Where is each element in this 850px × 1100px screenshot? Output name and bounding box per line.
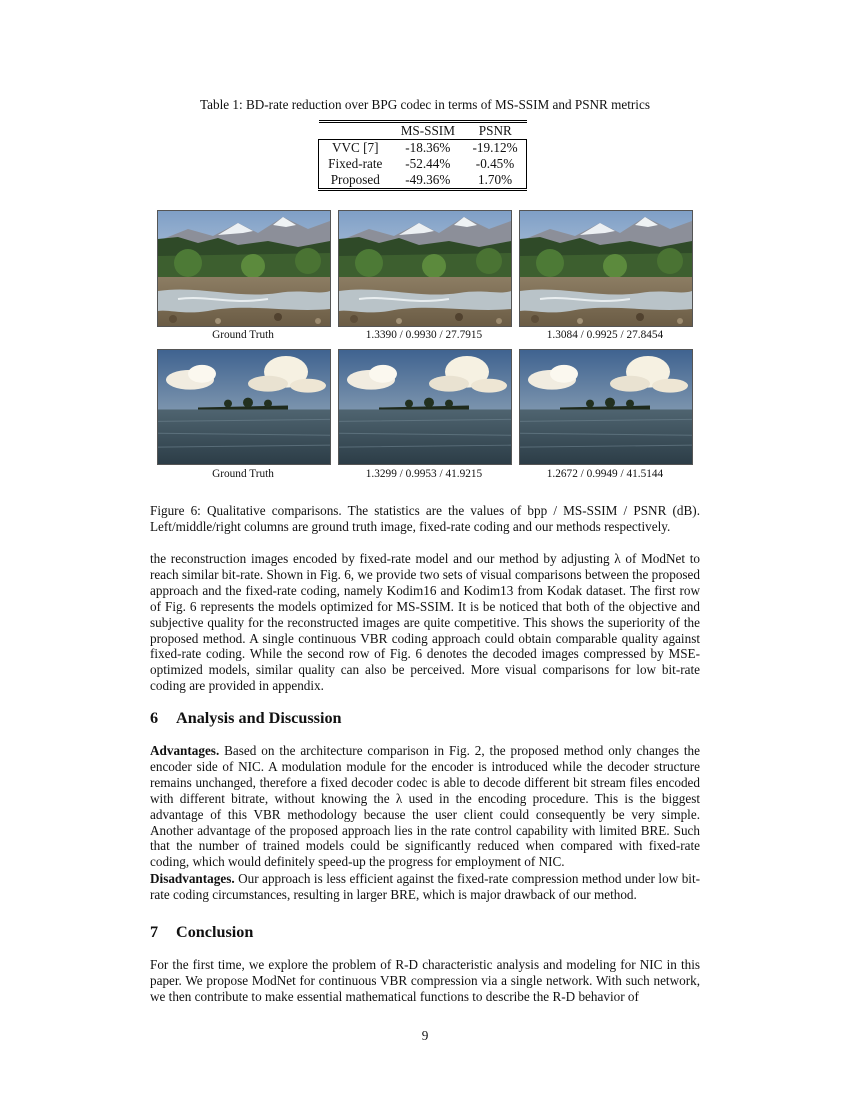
- table-cell: -19.12%: [464, 140, 526, 157]
- figure-label: 1.2672 / 0.9949 / 41.5144: [546, 468, 664, 480]
- conclusion-paragraph: For the first time, we explore the problem of R-D characteristic analysis and modeling for NIC in this paper. We propose ModNet for continuous VBR compression via a single network. With such network, we then contribute to make essential mathematical functions to describe the R-D behavior of: [150, 957, 700, 1004]
- paragraph-text: Based on the architecture comparison in Fig. 2, the proposed method only changes the encoder side of NIC. A modulation module for the encoder is introduced while the decoder structure remains unchanged, therefore a fixed decoder codec is able to decode different bit stream files encoded with different bitrate, without knowing the λ used in the encoding procedure. This is the biggest advantage of this VBR methodology because the user client could consequently be very simple. Another advantage of the proposed approach lies in the rate control capability with limited BRE. Such that the number of trained models could be significantly reduced when compared with fixed-rate coding, which would definitely speed-up the progress for employment of NIC.: [150, 743, 700, 870]
- table-row: [319, 172, 527, 190]
- disadvantages-paragraph: [150, 871, 700, 903]
- figure-label: 1.3084 / 0.9925 / 27.8454: [546, 329, 664, 341]
- section-number: 7: [150, 923, 159, 941]
- table-cell: -49.36%: [392, 172, 465, 190]
- figure-label: Ground Truth: [212, 468, 274, 480]
- table-row-label: Fixed-rate: [319, 156, 392, 172]
- page-number: 9: [421, 1028, 429, 1043]
- table-header-cell: PSNR: [464, 122, 526, 140]
- table-row-label: Proposed: [319, 172, 392, 190]
- table-cell: 1.70%: [464, 172, 526, 190]
- figure-image-ground-truth-lake: [157, 349, 331, 465]
- table-row: [319, 156, 527, 172]
- figure-label: Ground Truth: [212, 329, 274, 341]
- section-heading: [150, 709, 342, 728]
- figure-label: 1.3299 / 0.9953 / 41.9215: [365, 468, 483, 480]
- table-cell: -0.45%: [464, 156, 526, 172]
- table-row-label: VVC [7]: [319, 140, 392, 157]
- figure-image-fixed-rate-lake: [338, 349, 512, 465]
- table-cell: -52.44%: [405, 156, 451, 171]
- paragraph-run-in-heading: Advantages.: [150, 743, 220, 758]
- section-title: Conclusion: [176, 923, 254, 941]
- figure-label: 1.3390 / 0.9930 / 27.7915: [365, 329, 483, 341]
- results-table: [318, 120, 527, 191]
- table-cell: -18.36%: [405, 140, 451, 155]
- figure-image-proposed-lake: [519, 349, 693, 465]
- paragraph-text: Our approach is less efficient against the fixed-rate compression method under low bit-rate coding circumstances, resulting in larger BRE, which is major drawback of our method.: [150, 871, 701, 902]
- section-title: Analysis and Discussion: [176, 709, 342, 727]
- section-heading: [150, 923, 253, 942]
- body-paragraph: the reconstruction images encoded by fixed-rate model and our method by adjusting λ of ModNet to reach similar bit-rate. Shown in Fig. 6, we provide two sets of visual comparisons between the proposed approach and the fixed-rate coding, namely Kodim16 and Kodim13 from Kodak dataset. The first row of Fig. 6 represents the models optimized for MS-SSIM. It is be noticed that both of the objective and subjective quality for the reconstructed images are quite competitive. This shows the superiority of the proposed method. A single continuous VBR coding approach could obtain comparable quality against fixed-rate coding. While the second row of Fig. 6 denotes the decoded images compressed by MSE-optimized models, similar quality can also be perceived. More visual comparisons for low bit-rate coding are provided in appendix.: [150, 551, 700, 694]
- figure-image-fixed-rate-mountain-stream: [338, 210, 512, 327]
- paragraph-run-in-heading: Disadvantages.: [150, 871, 235, 886]
- section-number: 6: [150, 709, 159, 727]
- figure-image-proposed-mountain-stream: [519, 210, 693, 327]
- table-caption: Table 1: BD-rate reduction over BPG codec in terms of MS-SSIM and PSNR metrics: [200, 97, 650, 112]
- advantages-paragraph: [150, 743, 700, 870]
- table-row: [319, 140, 527, 157]
- figure-caption: Figure 6: Qualitative comparisons. The statistics are the values of bpp / MS-SSIM / PSNR (dB). Left/middle/right columns are ground truth image, fixed-rate coding and our methods respectively.: [150, 503, 700, 535]
- table-header-cell: MS-SSIM: [392, 122, 465, 140]
- table-header-cell: [319, 122, 392, 140]
- figure-image-ground-truth-mountain-stream: [157, 210, 331, 327]
